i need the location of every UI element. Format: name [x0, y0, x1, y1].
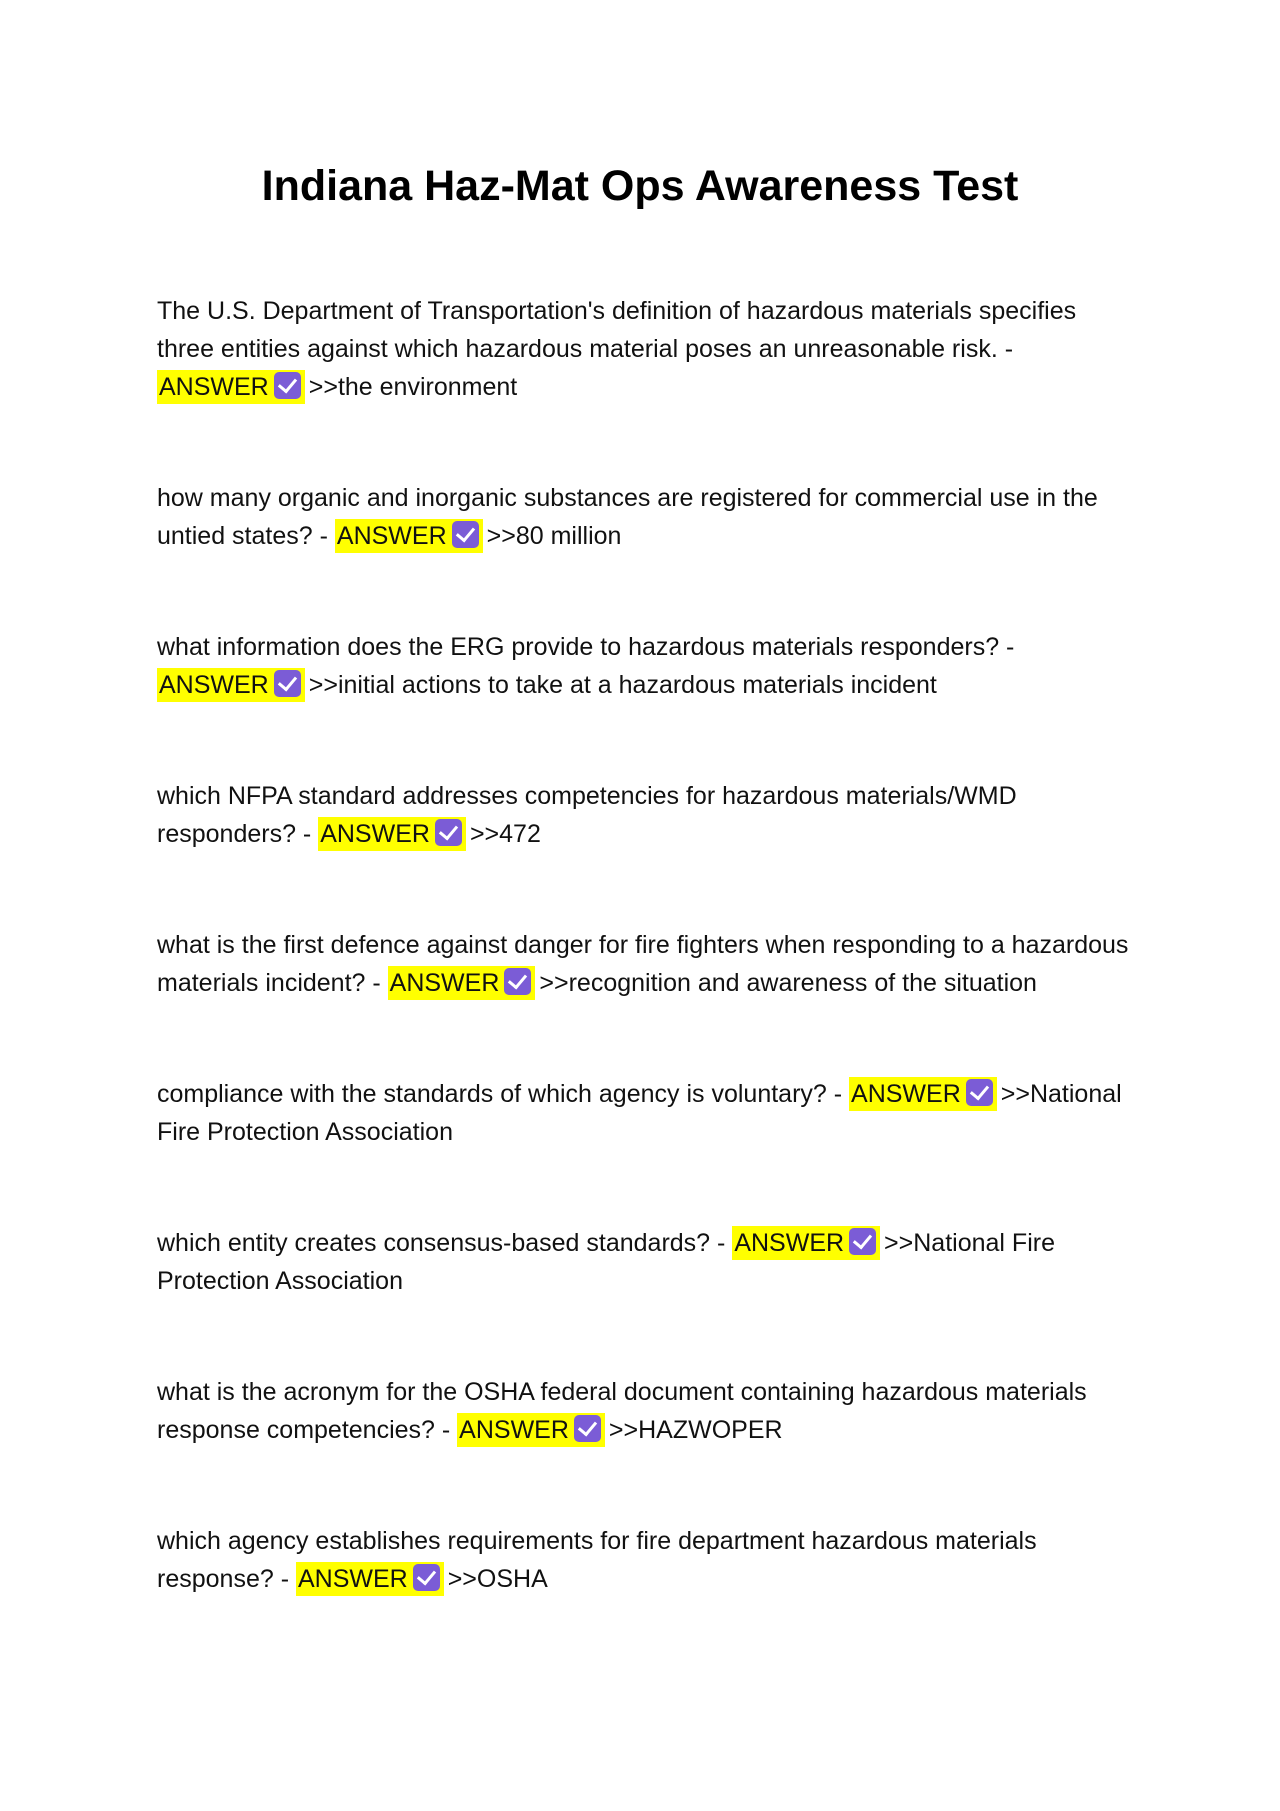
checkbox-checked-icon — [504, 968, 531, 995]
answer-text: 80 million — [515, 522, 622, 550]
question-text: what is the first defence against danger for fire fighters when responding to a hazardous materials incident? - — [157, 931, 1129, 997]
answer-highlight — [157, 668, 305, 702]
answer-highlight — [296, 1562, 444, 1596]
answer-prefix: >> — [469, 820, 500, 848]
qa-item — [157, 1075, 1137, 1151]
qa-item — [157, 628, 1137, 704]
checkbox-checked-icon — [849, 1228, 876, 1255]
qa-item — [157, 1224, 1137, 1300]
answer-label: ANSWER — [851, 1080, 961, 1108]
answer-prefix: >> — [308, 671, 338, 699]
answer-highlight — [849, 1077, 997, 1111]
question-text: what information does the ERG provide to hazardous materials responders? - — [157, 633, 1015, 661]
checkbox-checked-icon — [413, 1564, 440, 1591]
answer-label: ANSWER — [320, 820, 430, 848]
question-text: which NFPA standard addresses competencies for hazardous materials/WMD responders? - — [157, 782, 1017, 848]
qa-item — [157, 926, 1137, 1002]
question-text: which entity creates consensus-based standards? - — [157, 1229, 733, 1257]
answer-text: National Fire Protection Association — [157, 1229, 1055, 1295]
answer-text: OSHA — [476, 1565, 548, 1593]
answer-highlight — [732, 1226, 880, 1260]
answer-text: recognition and awareness of the situation — [568, 969, 1037, 997]
answer-text: HAZWOPER — [638, 1416, 783, 1444]
page-title: Indiana Haz-Mat Ops Awareness Test — [261, 162, 1019, 210]
answer-prefix: >> — [308, 373, 338, 401]
answer-highlight — [457, 1413, 605, 1447]
checkbox-checked-icon — [452, 521, 479, 548]
answer-label: ANSWER — [159, 373, 269, 401]
answer-prefix: >> — [486, 522, 516, 550]
answer-label: ANSWER — [297, 1565, 408, 1593]
qa-item — [157, 479, 1137, 555]
qa-list — [157, 292, 1137, 1598]
answer-prefix: >> — [884, 1229, 914, 1257]
question-text: The U.S. Department of Transportation's definition of hazardous materials specifies three entities against which hazardous material poses an unreasonable risk. - — [157, 297, 1077, 363]
qa-item — [157, 777, 1137, 853]
answer-label: ANSWER — [336, 522, 447, 550]
answer-prefix: >> — [1000, 1080, 1030, 1108]
answer-label: ANSWER — [159, 671, 269, 699]
question-text: how many organic and inorganic substances are registered for commercial use in the untied states? - — [157, 484, 1098, 550]
answer-text: initial actions to take at a hazardous materials incident — [337, 671, 937, 699]
answer-highlight — [318, 817, 466, 851]
checkbox-checked-icon — [574, 1415, 601, 1442]
answer-text: National Fire Protection Association — [157, 1080, 1122, 1146]
answer-prefix: >> — [539, 969, 569, 997]
answer-text: the environment — [337, 373, 518, 401]
checkbox-checked-icon — [274, 670, 301, 697]
answer-highlight — [388, 966, 536, 1000]
answer-label: ANSWER — [459, 1416, 569, 1444]
answer-highlight — [157, 370, 305, 404]
qa-item — [157, 1522, 1137, 1598]
checkbox-checked-icon — [966, 1079, 993, 1106]
answer-prefix: >> — [608, 1416, 639, 1444]
answer-highlight — [335, 519, 483, 553]
qa-item — [157, 292, 1137, 406]
checkbox-checked-icon — [435, 819, 462, 846]
answer-text: 472 — [499, 820, 541, 848]
answer-label: ANSWER — [389, 969, 500, 997]
answer-label: ANSWER — [734, 1229, 845, 1257]
question-text: what is the acronym for the OSHA federal document containing hazardous materials response competencies? - — [157, 1378, 1087, 1444]
qa-item — [157, 1373, 1137, 1449]
question-text: which agency establishes requirements for fire department hazardous materials response? - — [157, 1527, 1037, 1593]
answer-prefix: >> — [447, 1565, 477, 1593]
question-text: compliance with the standards of which agency is voluntary? - — [157, 1080, 850, 1108]
checkbox-checked-icon — [274, 372, 301, 399]
